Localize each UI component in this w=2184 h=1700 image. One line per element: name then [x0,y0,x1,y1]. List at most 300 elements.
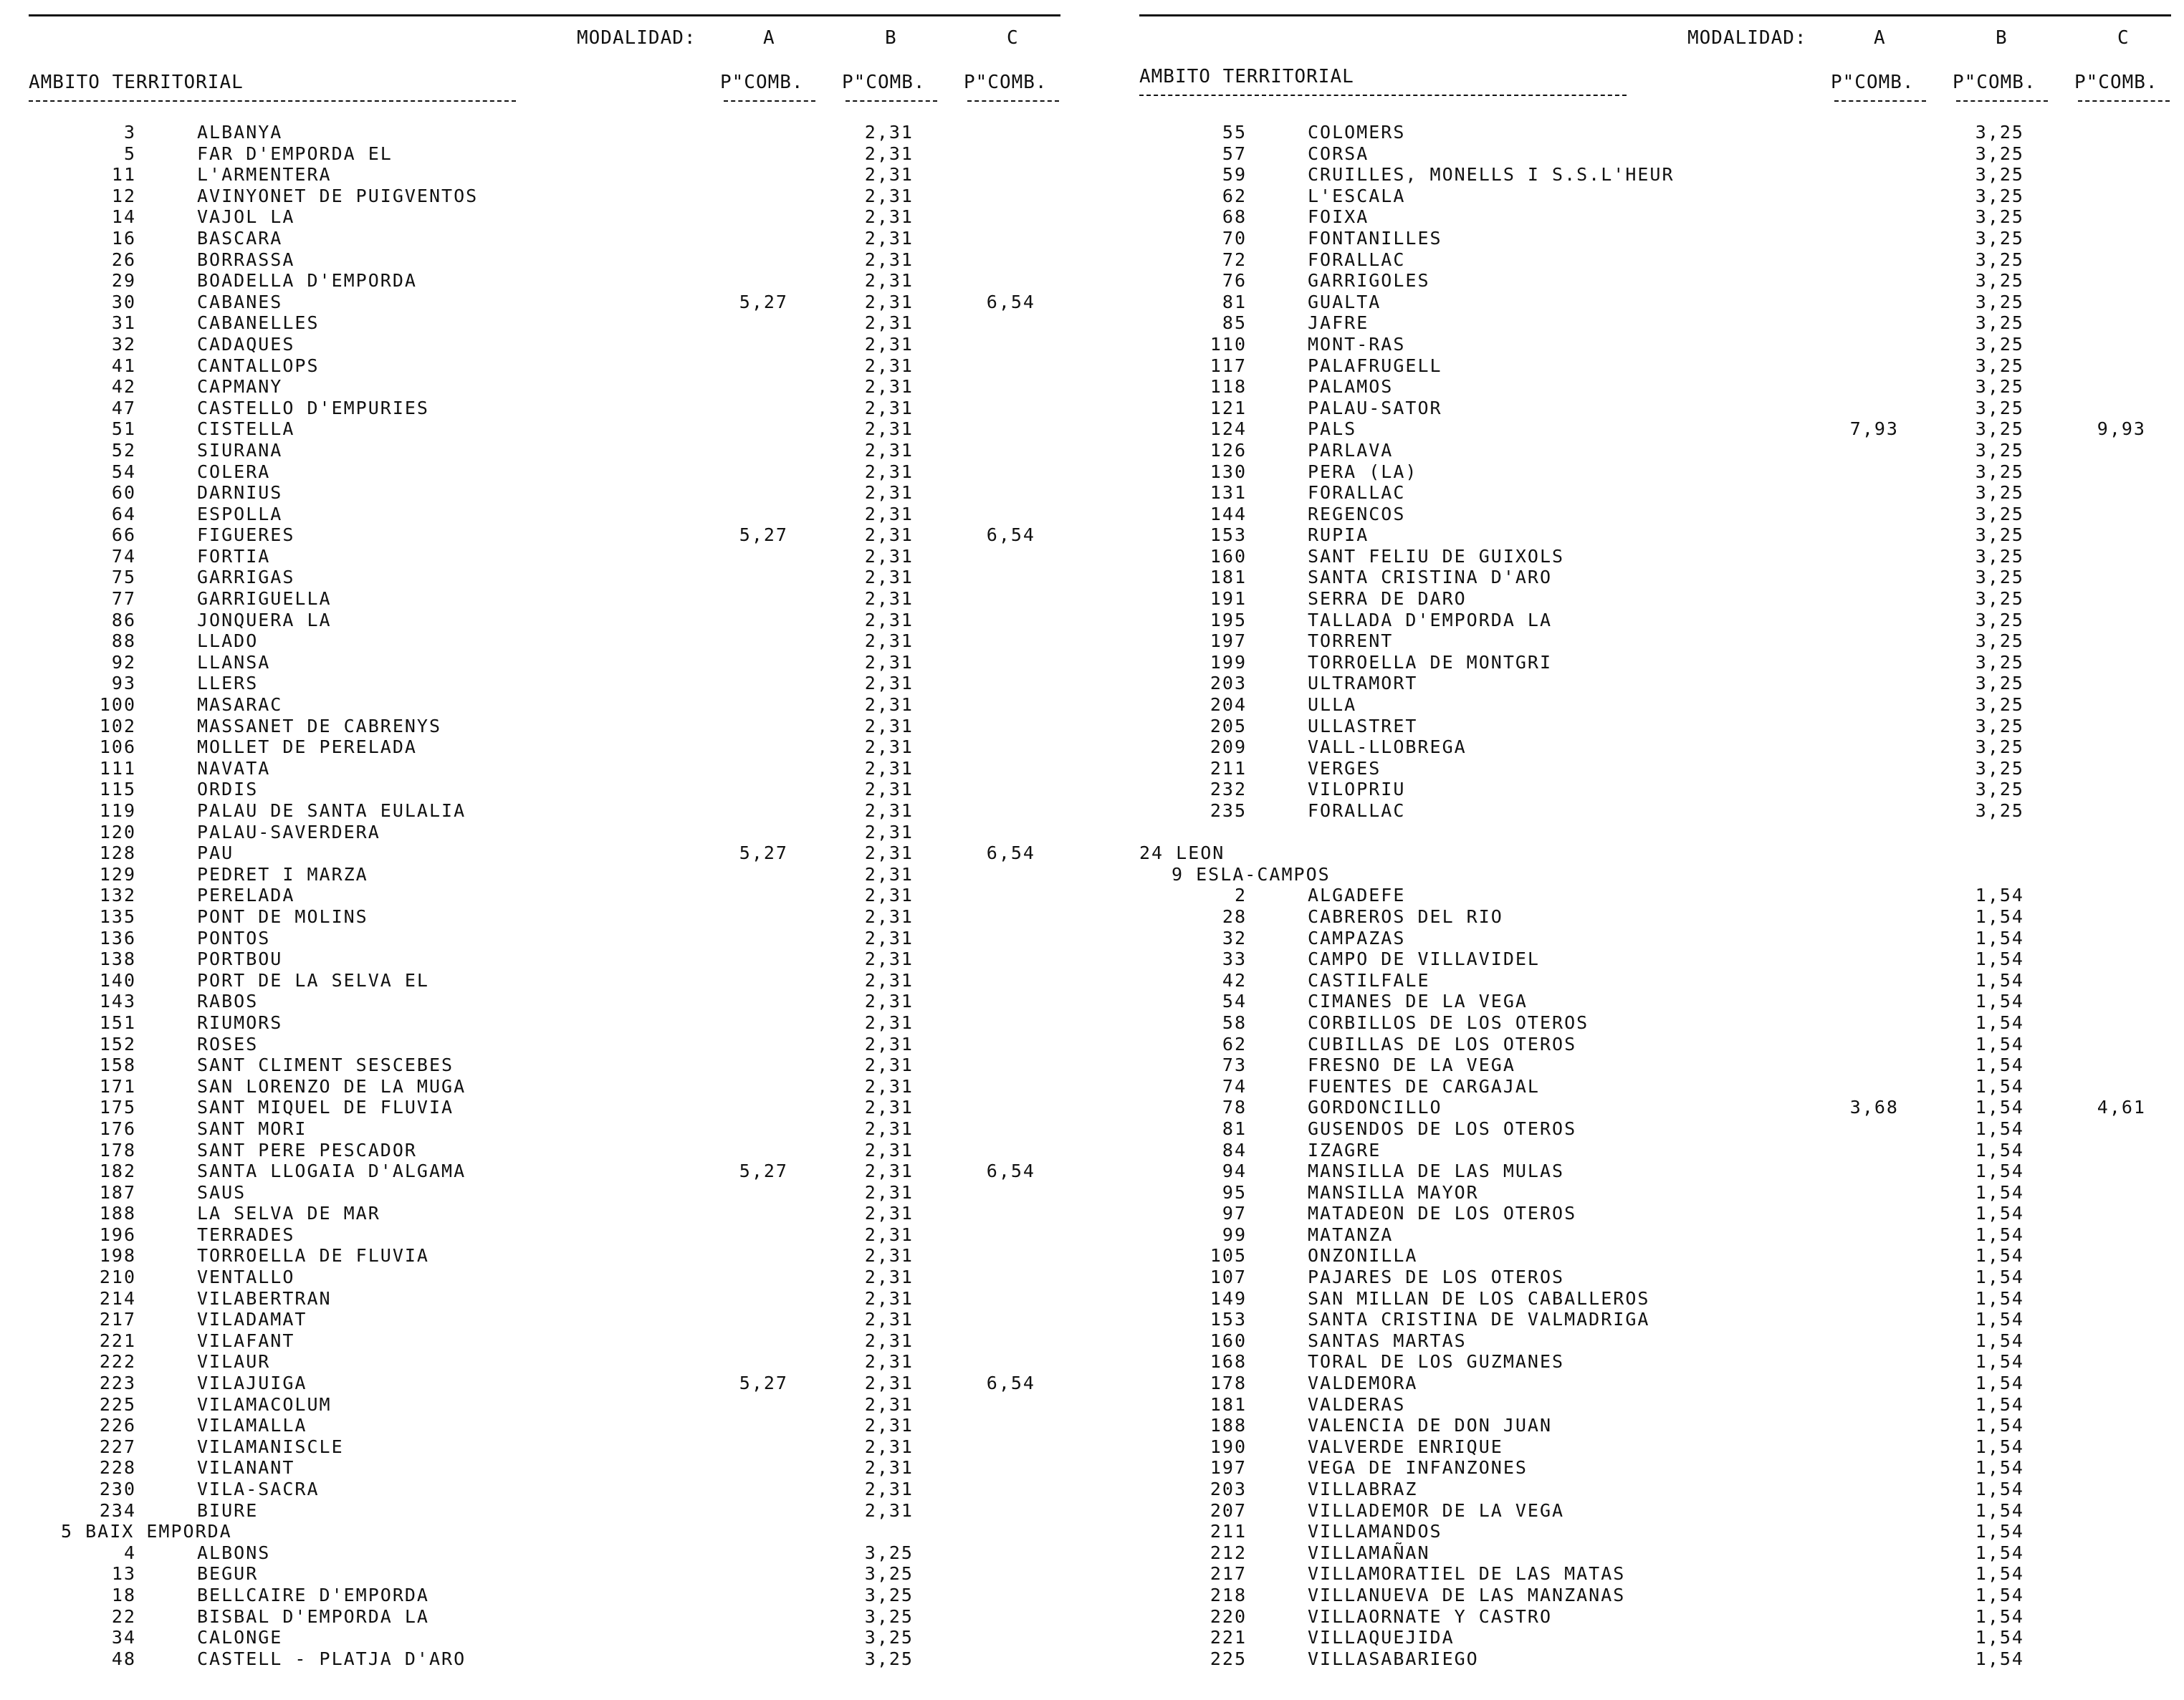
value-b: 2,31 [864,991,914,1012]
col-c-label: P"COMB. [964,72,1048,93]
row-name: PORT DE LA SELVA EL [197,969,429,991]
row-code: 5 [123,143,136,164]
value-c: 6,54 [986,1161,1035,1182]
value-b: 3,25 [1975,588,2024,610]
value-b: 2,31 [864,906,914,927]
table-row [1139,312,2171,334]
value-b: 2,31 [864,821,914,842]
row-code: 106 [99,736,136,758]
table-row [29,1055,1060,1076]
table-row [1139,928,2171,949]
row-name: TALLADA D'EMPORDA LA [1308,609,1553,630]
row-name: FONTANILLES [1308,227,1442,249]
row-name: FUENTES DE CARGAJAL [1308,1075,1540,1097]
value-b: 1,54 [1975,1224,2024,1245]
value-b: 3,25 [1975,800,2024,821]
value-b: 2,31 [864,1436,914,1457]
row-code: 210 [99,1267,136,1288]
value-b: 2,31 [864,1139,914,1161]
value-b: 2,31 [864,122,914,143]
row-name: SANT MIQUEL DE FLUVIA [197,1097,454,1118]
value-b: 2,31 [864,418,914,440]
value-b: 2,31 [864,1097,914,1118]
row-code: 81 [1222,1118,1247,1139]
value-b: 1,54 [1975,1521,2024,1542]
value-b: 2,31 [864,1181,914,1203]
row-code: 85 [1222,312,1247,334]
value-b: 3,25 [1975,545,2024,567]
table-row [1139,1245,2171,1267]
table-row [29,461,1060,483]
value-b: 2,31 [864,588,914,610]
value-b: 3,25 [1975,461,2024,482]
ambito-label: AMBITO TERRITORIAL [29,72,244,93]
row-name: RIUMORS [197,1012,283,1033]
table-row [1139,991,2171,1012]
table-row [29,292,1060,313]
table-row [29,1161,1060,1182]
value-b: 2,31 [864,651,914,673]
row-name: VILLAORNATE Y CASTRO [1308,1605,1553,1627]
row-code: 160 [1210,1330,1247,1351]
table-row [1139,1479,2171,1500]
row-code: 149 [1210,1287,1247,1309]
table-row [29,143,1060,165]
table-row [1139,482,2171,504]
value-b: 2,31 [864,842,914,864]
value-b: 2,31 [864,715,914,736]
row-code: 117 [1210,355,1247,376]
row-code: 14 [111,206,136,228]
row-code: 181 [1210,1393,1247,1415]
value-b: 2,31 [864,376,914,398]
value-b: 2,31 [864,1161,914,1182]
value-c: 4,61 [2097,1097,2146,1118]
row-name: VILLADEMOR DE LA VEGA [1308,1499,1565,1521]
row-name: MONT-RAS [1308,333,1406,355]
row-name: MOLLET DE PERELADA [197,736,417,758]
table-row [29,376,1060,398]
row-code: 88 [111,630,136,652]
table-row [29,1203,1060,1224]
row-code: 203 [1210,673,1247,694]
value-b: 1,54 [1975,1393,2024,1415]
row-name: AVINYONET DE PUIGVENTOS [197,185,479,206]
group-label: 24 LEON [1139,842,1225,864]
value-b: 3,25 [864,1627,914,1648]
value-b: 3,25 [1975,376,2024,398]
row-name: SANTA CRISTINA DE VALMADRIGA [1308,1309,1650,1330]
row-code: 175 [99,1097,136,1118]
row-name: FORTIA [197,545,271,567]
row-name: PALAU-SAVERDERA [197,821,380,842]
row-name: ULLA [1308,694,1357,716]
row-code: 22 [111,1605,136,1627]
table-row [29,1394,1060,1416]
row-code: 152 [99,1033,136,1055]
row-name: VILAMALLA [197,1415,307,1436]
row-name: JAFRE [1308,312,1369,334]
row-name: VILANANT [197,1457,295,1479]
value-b: 2,31 [864,609,914,630]
ambito-label: AMBITO TERRITORIAL [1139,66,1354,87]
table-row [29,970,1060,991]
row-code: 94 [1222,1161,1247,1182]
group-label: 9 ESLA-CAMPOS [1172,863,1331,885]
row-name: CANTALLOPS [197,355,320,376]
value-b: 2,31 [864,885,914,906]
row-code: 75 [111,567,136,588]
row-name: CAMPO DE VILLAVIDEL [1308,949,1540,970]
row-code: 31 [111,312,136,334]
row-code: 228 [99,1457,136,1479]
col-b-underline [1956,100,2048,102]
value-a: 3,68 [1849,1097,1899,1118]
value-b: 2,31 [864,1287,914,1309]
col-b-label: P"COMB. [842,72,926,93]
row-code: 120 [99,821,136,842]
row-code: 102 [99,715,136,736]
row-code: 235 [1210,800,1247,821]
row-name: L'ESCALA [1308,185,1406,206]
row-code: 84 [1222,1139,1247,1161]
row-code: 187 [99,1181,136,1203]
table-row [29,949,1060,970]
row-code: 217 [1210,1563,1247,1585]
value-b: 2,31 [864,800,914,821]
value-b: 2,31 [864,779,914,800]
table-row [1139,1373,2171,1394]
row-name: SANTA CRISTINA D'ARO [1308,567,1553,588]
table-row [29,906,1060,928]
row-code: 32 [1222,927,1247,949]
row-code: 225 [1210,1648,1247,1669]
value-a: 7,93 [1849,418,1899,440]
row-code: 151 [99,1012,136,1033]
value-b: 1,54 [1975,1542,2024,1563]
row-code: 168 [1210,1351,1247,1373]
value-a: 5,27 [739,524,788,546]
row-code: 211 [1210,1521,1247,1542]
right-table-body [1139,122,2171,1669]
row-code: 13 [111,1563,136,1585]
value-b: 1,54 [1975,969,2024,991]
table-row [29,482,1060,504]
table-row [1139,186,2171,207]
table-row [29,1542,1060,1564]
table-row [29,610,1060,631]
row-name: SAUS [197,1181,246,1203]
value-b: 2,31 [864,1330,914,1351]
row-name: MANSILLA DE LAS MULAS [1308,1161,1565,1182]
row-code: 222 [99,1351,136,1373]
table-row [29,822,1060,843]
row-name: VILAMANISCLE [197,1436,344,1457]
row-name: LLADO [197,630,259,652]
row-code: 99 [1222,1224,1247,1245]
row-name: SANTAS MARTAS [1308,1330,1467,1351]
row-code: 153 [1210,524,1247,546]
row-code: 95 [1222,1181,1247,1203]
value-b: 3,25 [864,1542,914,1563]
row-code: 70 [1222,227,1247,249]
table-row [29,864,1060,885]
table-row [29,588,1060,610]
row-code: 158 [99,1055,136,1076]
row-name: SANT CLIMENT SESCEBES [197,1055,454,1076]
value-b: 3,25 [1975,630,2024,652]
modalidad-b: B [885,27,897,49]
row-name: VILLANUEVA DE LAS MANZANAS [1308,1584,1626,1605]
row-code: 130 [1210,461,1247,482]
row-code: 176 [99,1118,136,1139]
table-row [1139,1203,2171,1224]
row-name: BIURE [197,1499,259,1521]
table-row [29,736,1060,758]
top-rule [29,14,1060,16]
row-code: 136 [99,927,136,949]
table-row [1139,906,2171,928]
row-name: CADAQUES [197,333,295,355]
value-b: 2,31 [864,1499,914,1521]
row-code: 196 [99,1224,136,1245]
col-c-underline [967,100,1059,102]
row-code: 124 [1210,418,1247,440]
row-code: 230 [99,1479,136,1499]
row-name: VILADAMAT [197,1309,307,1330]
table-row [29,504,1060,525]
value-b: 1,54 [1975,885,2024,906]
table-row [29,122,1060,143]
row-name: PONTOS [197,927,271,949]
row-name: SERRA DE DARO [1308,588,1467,610]
value-b: 2,31 [864,757,914,779]
row-code: 32 [111,333,136,355]
value-b: 1,54 [1975,1373,2024,1394]
value-b: 3,25 [1975,227,2024,249]
table-row [1139,736,2171,758]
row-name: RUPIA [1308,524,1369,546]
table-row [29,312,1060,334]
row-code: 62 [1222,185,1247,206]
table-row [1139,1034,2171,1055]
row-code: 178 [1210,1373,1247,1394]
table-row [29,546,1060,567]
row-name: COLOMERS [1308,122,1406,143]
row-code: 212 [1210,1542,1247,1563]
table-row [1139,206,2171,228]
row-code: 214 [99,1287,136,1309]
row-code: 105 [1210,1245,1247,1267]
value-b: 1,54 [1975,1563,2024,1585]
row-name: JONQUERA LA [197,609,332,630]
table-row [29,842,1060,864]
row-name: RABOS [197,991,259,1012]
row-name: BORRASSA [197,249,295,270]
row-name: FORALLAC [1308,800,1406,821]
table-row [1139,1542,2171,1564]
value-b: 2,31 [864,673,914,694]
value-b: 2,31 [864,397,914,418]
row-name: ALGADEFE [1308,885,1406,906]
col-a-label: P"COMB. [1831,72,1915,93]
table-row [29,1224,1060,1246]
value-b: 2,31 [864,439,914,461]
row-code: 143 [99,991,136,1012]
value-b: 2,31 [864,1118,914,1139]
table-row [29,694,1060,716]
value-b: 1,54 [1975,1181,2024,1203]
row-code: 140 [99,969,136,991]
table-row [29,779,1060,800]
row-code: 221 [1210,1627,1247,1648]
value-b: 1,54 [1975,1309,2024,1330]
value-b: 3,25 [1975,779,2024,800]
table-row [1139,1309,2171,1330]
table-row [1139,1500,2171,1522]
row-code: 119 [99,800,136,821]
value-b: 2,31 [864,1479,914,1499]
modalidad-c: C [1007,27,1019,49]
value-b: 3,25 [864,1605,914,1627]
table-row [1139,1330,2171,1352]
row-code: 204 [1210,694,1247,716]
row-name: VILLAMORATIEL DE LAS MATAS [1308,1563,1626,1585]
row-name: VALVERDE ENRIQUE [1308,1436,1503,1457]
row-code: 54 [1222,991,1247,1012]
row-code: 12 [111,185,136,206]
table-row [29,1648,1060,1670]
row-name: FIGUERES [197,524,295,546]
value-b: 3,25 [1975,757,2024,779]
top-rule [1139,14,2171,16]
region-heading [29,1521,1060,1542]
row-name: CIMANES DE LA VEGA [1308,991,1528,1012]
table-row [1139,1585,2171,1606]
row-name: CAMPAZAS [1308,927,1406,949]
value-b: 2,31 [864,143,914,164]
value-b: 2,31 [864,185,914,206]
table-row [29,1012,1060,1034]
table-row [1139,228,2171,249]
table-row [1139,1436,2171,1458]
modalidad-a: A [763,27,775,49]
value-b: 2,31 [864,291,914,312]
table-row [1139,970,2171,991]
row-code: 132 [99,885,136,906]
col-a-label: P"COMB. [720,72,804,93]
value-b: 3,25 [1975,291,2024,312]
table-row [29,673,1060,694]
value-c: 6,54 [986,842,1035,864]
table-row [1139,292,2171,313]
value-b: 1,54 [1975,1033,2024,1055]
value-b: 2,31 [864,164,914,186]
row-code: 118 [1210,376,1247,398]
row-name: GARRIGUELLA [197,588,332,610]
table-row [29,1288,1060,1310]
table-row [29,1034,1060,1055]
row-code: 203 [1210,1479,1247,1499]
col-c-label: P"COMB. [2074,72,2158,93]
row-name: CABANELLES [197,312,320,334]
value-b: 3,25 [1975,418,2024,440]
table-row [1139,164,2171,186]
value-b: 2,31 [864,736,914,758]
row-name: ALBONS [197,1542,271,1563]
row-name: MATADEON DE LOS OTEROS [1308,1203,1577,1224]
row-name: FORALLAC [1308,249,1406,270]
table-row [1139,122,2171,143]
row-name: PALAU-SATOR [1308,397,1442,418]
table-row [29,928,1060,949]
row-name: VILLAMANDOS [1308,1521,1442,1542]
row-code: 115 [99,779,136,800]
row-code: 225 [99,1393,136,1415]
value-b: 2,31 [864,1309,914,1330]
value-b: 1,54 [1975,991,2024,1012]
row-name: MATANZA [1308,1224,1394,1245]
value-b: 3,25 [1975,122,2024,143]
row-code: 190 [1210,1436,1247,1457]
row-name: VILLAQUEJIDA [1308,1627,1455,1648]
row-name: ULTRAMORT [1308,673,1418,694]
row-name: VILAMACOLUM [197,1393,332,1415]
table-row [29,206,1060,228]
row-code: 68 [1222,206,1247,228]
row-name: GARRIGAS [197,567,295,588]
value-b: 3,25 [1975,524,2024,546]
table-row [1139,716,2171,737]
value-b: 1,54 [1975,1245,2024,1267]
row-name: ESPOLLA [197,503,283,524]
row-name: PERA (LA) [1308,461,1418,482]
ambito-underline [1139,95,1627,96]
row-code: 100 [99,694,136,716]
row-code: 97 [1222,1203,1247,1224]
table-row [29,630,1060,652]
row-code: 18 [111,1584,136,1605]
table-row [1139,1055,2171,1076]
table-row [1139,1415,2171,1436]
row-name: BISBAL D'EMPORDA LA [197,1605,429,1627]
table-row [1139,524,2171,546]
row-code: 73 [1222,1055,1247,1076]
value-b: 1,54 [1975,1075,2024,1097]
table-row [29,334,1060,355]
row-name: CORSA [1308,143,1369,164]
row-name: FAR D'EMPORDA EL [197,143,393,164]
row-code: 131 [1210,482,1247,504]
row-code: 209 [1210,736,1247,758]
value-b: 3,25 [1975,249,2024,270]
modalidad-b: B [1996,27,2008,49]
modalidad-c: C [2117,27,2130,49]
row-code: 41 [111,355,136,376]
row-code: 207 [1210,1499,1247,1521]
row-name: DARNIUS [197,482,283,504]
row-name: VILAJUIGA [197,1373,307,1394]
value-b: 2,31 [864,1267,914,1288]
row-name: CASTILFALE [1308,969,1430,991]
table-row [29,440,1060,461]
row-name: LLERS [197,673,259,694]
row-code: 198 [99,1245,136,1267]
table-row [29,270,1060,292]
table-row [29,1140,1060,1161]
group-label: 5 BAIX EMPORDA [61,1521,232,1542]
row-name: VILA-SACRA [197,1479,320,1499]
